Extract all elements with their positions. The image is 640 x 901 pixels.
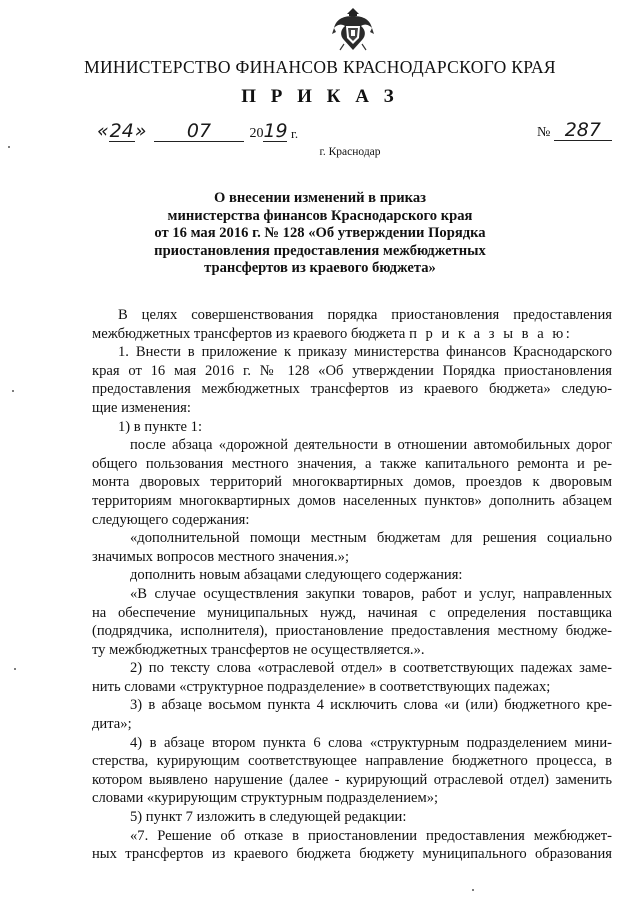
- scan-speck: [12, 390, 14, 392]
- document-type: П Р И К А З: [241, 86, 399, 107]
- date-open-quote: «: [97, 120, 109, 142]
- body-line: 1) в пункте 1:: [118, 418, 203, 435]
- date-day: 24: [109, 120, 134, 142]
- date-year-suffix: г.: [290, 126, 299, 141]
- date-year: 19: [263, 120, 288, 142]
- body-line: 5) пункт 7 изложить в следующей редакции:: [130, 809, 407, 826]
- body-line: общего пользования местного значения, а также капитального ремонта и ре-: [92, 455, 612, 472]
- number-value: 287: [554, 120, 612, 141]
- body-line: монта дворовых территорий многоквартирных домов, проездов к дворовым: [92, 474, 612, 491]
- body-line: «7. Решение об отказе в приостановлении предоставления межбюджет-: [130, 827, 612, 844]
- body-line: предоставления межбюджетных трансфертов из краевого бюджета» следую-: [92, 381, 612, 398]
- ministry-name: МИНИСТЕРСТВО ФИНАНСОВ КРАСНОДАРСКОГО КРАЯ: [84, 57, 556, 77]
- heading-line: министерства финансов Краснодарского края: [167, 207, 473, 224]
- body-line: «дополнительной помощи местным бюджетам для решения социально: [130, 530, 612, 547]
- body-line: «В случае осуществления закупки товаров, работ и услуг, направленных: [130, 585, 612, 602]
- body-line: дита»;: [92, 716, 132, 733]
- document-heading: [0, 190, 640, 278]
- city: г. Краснодар: [319, 146, 381, 158]
- scan-speck: [8, 146, 10, 148]
- body-line: 2) по тексту слова «отраслевой отдел» в соответствующих падежах заме-: [130, 660, 612, 677]
- number-prefix: №: [537, 125, 551, 140]
- body-line: нить словами «структурное подразделение» в соответствующих падежах;: [92, 678, 551, 695]
- body-line: [92, 325, 612, 344]
- body-line: территориям многоквартирных домов населенных пунктов» дополнить абзацем: [92, 492, 612, 509]
- heading-line: О внесении изменений в приказ: [213, 190, 426, 206]
- body-text-fragment: межбюджетных трансфертов из краевого бюджета: [92, 325, 406, 342]
- body-line: края от 16 мая 2016 г. № 128 «Об утверждении Порядка приостановления: [92, 362, 612, 379]
- body-text: [92, 306, 612, 864]
- body-line: 4) в абзаце втором пункта 6 слова «структурным подразделением мини-: [130, 734, 612, 751]
- heading-line: трансфертов из краевого бюджета»: [204, 260, 436, 276]
- body-line: стерства, курирующим соответствующее направление бюджетного процесса, в: [92, 753, 612, 770]
- coat-of-arms-emblem: [330, 4, 376, 54]
- heading-line: приостановления предоставления межбюджетных: [154, 242, 486, 259]
- body-line: дополнить новым абзацами следующего содержания:: [130, 567, 463, 584]
- date-month: 07: [154, 121, 244, 142]
- date-close-quote: »: [134, 120, 147, 142]
- body-line: словами «курирующим структурным подразделением»;: [92, 790, 439, 807]
- scan-speck: [472, 889, 474, 891]
- date-year-prefix: 20: [249, 126, 264, 141]
- body-line: значимых вопросов местного значения.»;: [92, 548, 349, 565]
- scan-speck: [14, 668, 16, 670]
- body-line: 1. Внести в приложение к приказу министерства финансов Краснодарского: [118, 344, 612, 361]
- order-number: [537, 120, 612, 146]
- body-line: после абзаца «дорожной деятельности в отношении автомобильных дорог: [130, 437, 612, 454]
- body-line: В целях совершенствования порядка приостановления предоставления: [118, 307, 612, 323]
- body-line: щие изменения:: [92, 399, 191, 416]
- body-line: ту межбюджетных трансфертов не осуществляется.».: [92, 641, 425, 658]
- body-line: следующего содержания:: [92, 511, 250, 528]
- body-line: 3) в абзаце восьмом пункта 4 исключить слова «и (или) бюджетного кре-: [130, 697, 612, 714]
- body-line: котором выявлено нарушение (далее - курирующий отраслевой отдел) заменить: [92, 771, 612, 788]
- order-date: [97, 120, 298, 146]
- body-line: на обеспечение муниципальных нужд, начиная с определения поставщика: [92, 604, 612, 621]
- heading-line: от 16 мая 2016 г. № 128 «Об утверждении Порядка: [154, 225, 486, 241]
- directive-word: п р и к а з ы в а ю:: [409, 325, 573, 342]
- body-line: (подрядчика, исполнителя), приостановление предоставления местному бюдже-: [92, 623, 612, 640]
- body-line: ных трансфертов из краевого бюджета бюджету муниципального образования: [92, 846, 612, 863]
